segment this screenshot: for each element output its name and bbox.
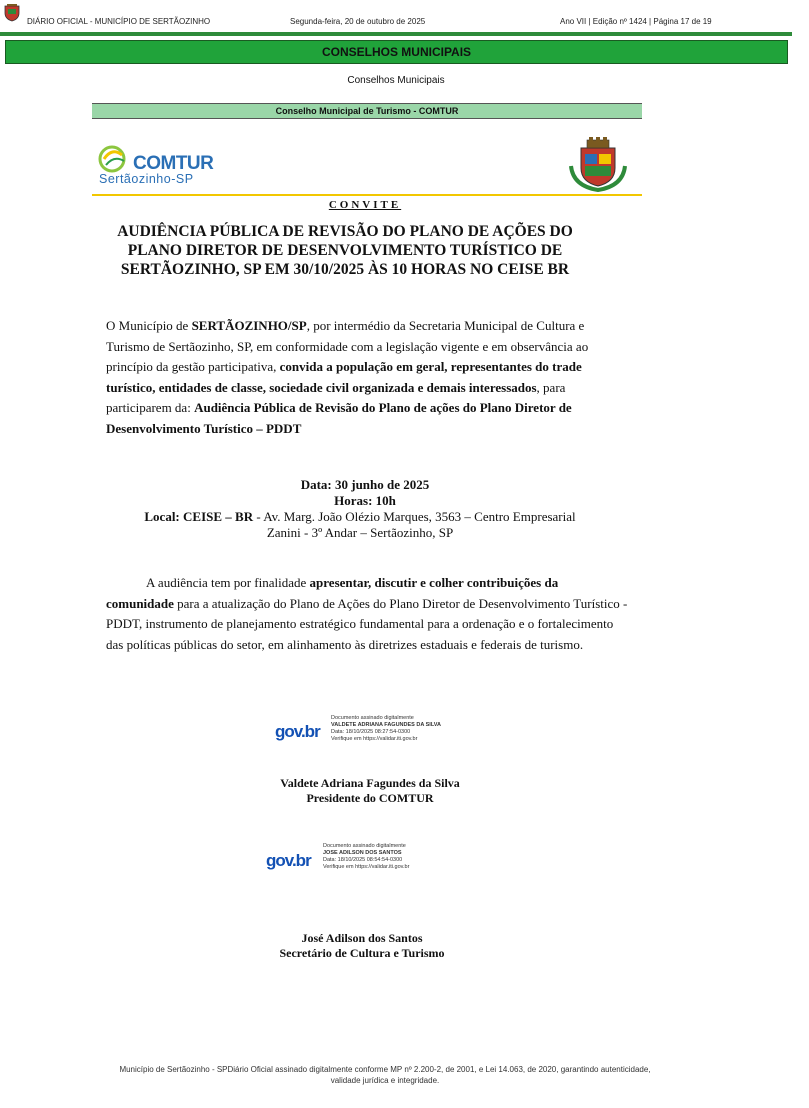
event-date: Data: 30 junho de 2025 Horas: 10h <box>300 477 430 508</box>
signer-block: Valdete Adriana Fagundes da Silva Presidente do COMTUR <box>280 776 460 805</box>
event-location: Local: CEISE – BR - Av. Marg. João Olézio Marques, 3563 – Centro Empresarial Zanini - 3º Andar – Sertãozinho, SP <box>144 509 576 540</box>
govbr-logo: gov.br <box>266 851 311 870</box>
header-divider <box>0 32 792 36</box>
header-date: Segunda-feira, 20 de outubro de 2025 <box>290 17 426 26</box>
purpose-paragraph: A audiência tem por finalidade apresentar, discutir e colher contribuições da comunidade para a atualização do Plano de Ações do Plano Diretor de Desenvolvimento Turístico - PDDT, instrumento de planejamento estratégico fundamental para a ordenação e o fortalecimento das políticas públicas do setor, em alinhamento às diretrizes estaduais e federais de turismo. <box>106 575 628 652</box>
city-crest-icon <box>4 4 20 22</box>
title-line: SERTÃOZINHO, SP EM 30/10/2025 ÀS 10 HORAS NO CEISE BR <box>120 261 570 278</box>
title-line: AUDIÊNCIA PÚBLICA DE REVISÃO DO PLANO DE AÇÕES DO <box>117 223 573 240</box>
govbr-logo: gov.br <box>275 722 320 741</box>
signer-block: José Adilson dos Santos Secretário de Cultura e Turismo <box>279 931 445 960</box>
invitation-paragraph: O Município de SERTÃOZINHO/SP, por intermédio da Secretaria Municipal de Cultura e Turismo de Sertãozinho, SP, em conformidade com a legislação vigente e em observância ao princípio da gestão participativa, convida a população em geral, representantes do trade turístico, entidades de classe, sociedade civil organizada e demais interessados, para participarem da: Audiência Pública de Revisão do Plano de ações do Plano Diretor de Desenvolvimento Turístico – PDDT <box>106 318 589 436</box>
comtur-logo-icon <box>98 145 132 173</box>
digital-signature-stamp: Documento assinado digitalmente JOSE ADILSON DOS SANTOS Data: 18/10/2025 08:54:54-0300 Verifique em https://validar.iti.gov.br <box>323 843 410 870</box>
council-bar: Conselho Municipal de Turismo - COMTUR <box>92 103 642 119</box>
convite-heading: CONVITE <box>328 199 402 211</box>
header-edition: Ano VII | Edição nº 1424 | Página 17 de 19 <box>560 17 712 26</box>
section-subtitle: Conselhos Municipais <box>347 75 445 86</box>
comtur-logo-name: COMTUR <box>133 153 214 174</box>
title-line: PLANO DIRETOR DE DESENVOLVIMENTO TURÍSTICO DE <box>127 242 563 259</box>
coat-of-arms-icon <box>567 136 629 192</box>
comtur-logo-subtitle: Sertãozinho-SP <box>99 172 194 186</box>
document-title <box>95 222 595 279</box>
digital-signature-stamp: Documento assinado digitalmente VALDETE ADRIANA FAGUNDES DA SILVA Data: 18/10/2025 08:27:54-0300 Verifique em https://validar.iti.gov.br <box>331 715 442 742</box>
page-footer: Município de Sertãozinho - SPDiário Oficial assinado digitalmente conforme MP nº 2.200-2, de 2001, e Lei 14.063, de 2020, garantindo autenticidade, validade jurídica e integridade. <box>119 1065 651 1085</box>
header-publication: DIÁRIO OFICIAL - MUNICÍPIO DE SERTÃOZINHO <box>27 17 211 26</box>
section-title-bar: CONSELHOS MUNICIPAIS <box>5 40 788 64</box>
logo-divider <box>92 194 642 196</box>
